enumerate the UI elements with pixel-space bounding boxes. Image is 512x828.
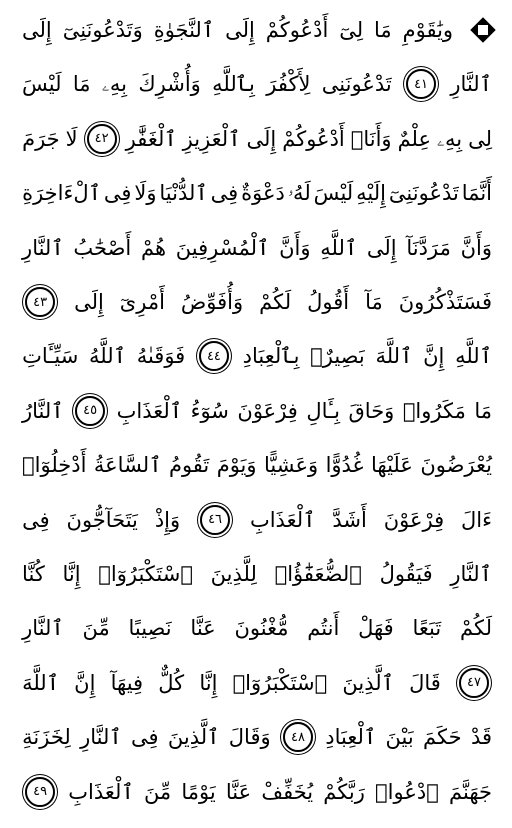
word: بِٱللَّهِ [212, 72, 255, 97]
ayah-number-marker: ٤٧ [459, 668, 489, 698]
text-line [22, 500, 492, 540]
text-line [22, 445, 492, 485]
word: ٱلْعَذَابِ [249, 507, 316, 532]
word: وَلَا [134, 181, 157, 206]
word: فَیَقُولُ [379, 562, 433, 586]
text-line [22, 554, 492, 594]
word: فَسَتَذْكُرُونَ [398, 290, 492, 314]
word: لَكُمْ [460, 616, 492, 641]
word: ٱلنَّارِ [22, 616, 64, 641]
word: ٱللَّهِ [320, 235, 358, 260]
word: كُنَّا [22, 562, 45, 586]
word: بِٱلْعِبَادِ [242, 344, 300, 369]
word: فِی [22, 507, 50, 532]
word: ٱلضُّعَفَٰٓؤُا۟ [274, 562, 362, 586]
ayah-number-marker: ٤٣ [25, 287, 55, 317]
word: وَأَنَّ [279, 235, 311, 260]
word: إِنَّ [423, 344, 445, 369]
text-line [22, 336, 492, 376]
word: ویَٰقَوْمِ [402, 18, 454, 42]
word: مَكَرُوا۟ [402, 398, 466, 423]
word: تَدْعُونَنِیٓ [388, 181, 459, 206]
word: ٱلنَّجَوٰةِ [153, 18, 215, 42]
word: فِیهَآ [110, 670, 144, 695]
word: فِی [131, 725, 159, 750]
word: أَصْحَٰبُ [73, 235, 132, 260]
text-line [22, 10, 492, 50]
word: ٱلَّذِینَ [167, 725, 220, 750]
word: سُوٓءُ [190, 398, 229, 423]
word: أَنَّمَا [461, 181, 492, 206]
word: دَعْوَةٌ [241, 181, 285, 206]
word: لَیْسَ [313, 181, 354, 206]
word: بَصِیرٌۢ [310, 344, 365, 369]
ayah-number-marker: ٤٥ [75, 396, 105, 426]
word: ٱلْءَاخِرَةِ [22, 181, 101, 206]
word: سَیِّـَٔاتِ [22, 344, 79, 369]
rub-el-hizb-icon [470, 17, 495, 42]
word: إِلَى [366, 235, 397, 260]
word: أَدْعُوكُمْ [265, 18, 329, 42]
word: إِلَى [225, 18, 255, 42]
text-line [22, 772, 492, 812]
word: ٱلدُّنْیَا [159, 181, 208, 206]
word: فِی [103, 181, 132, 206]
word: أَدْعُوكُمْ [282, 126, 345, 151]
word: ٱلْعِبَادِ [325, 725, 377, 750]
text-line [22, 173, 492, 213]
word: وَأَنَا۠ [350, 126, 392, 151]
word: إِلَى [246, 126, 277, 151]
word: ٱلسَّاعَةُ [93, 453, 162, 478]
word: ٱلنَّارِ [80, 725, 122, 750]
word: لِلَّذِینَ [210, 562, 257, 586]
ayah-number-marker: ٤٩ [25, 777, 55, 807]
text-line [22, 608, 492, 648]
word: ٱدْعُوا۟ [375, 779, 439, 804]
word: ٱسْتَكْبَرُوٓا۟ [98, 562, 193, 586]
word: یَتَحَآجُّونَ [66, 507, 138, 532]
word: وَأُفَوِّضُ [180, 290, 244, 314]
word: كُلٌّ [158, 670, 185, 695]
word: ٱللَّهِ [455, 344, 492, 369]
word: ٱلْمُسْرِفِینَ [175, 235, 270, 260]
word: إِلَیْهِ [356, 181, 386, 206]
word: یُعْرَضُونَ [420, 453, 492, 478]
word: وَعَشِیًّا [263, 453, 319, 478]
word: إِنَّ [74, 670, 96, 695]
ayah-number-marker: ٤٦ [200, 505, 230, 535]
word: لَا [65, 126, 78, 151]
word: مِّنَ [143, 779, 172, 804]
word: أَنتُم [307, 616, 340, 641]
text-line [22, 391, 492, 431]
word: وَأُشْرِكَ [138, 72, 201, 97]
word: وَتَدْعُونَنِیٓ [62, 18, 143, 42]
word: هُمْ [140, 235, 167, 260]
word: لِأَكْفُرَ [266, 72, 311, 97]
word: وَإِذْ [154, 507, 181, 532]
word: فِرْعَوْنَ [237, 398, 298, 423]
word: ٱلْعَزِیزِ [182, 126, 241, 151]
word: قَالَ [409, 670, 441, 695]
word: ٱلنَّارِ [450, 562, 492, 586]
word: وَأَنَّ [460, 235, 492, 260]
word: ٱللَّهَ [375, 344, 413, 369]
word: یَوْمًا [181, 779, 216, 804]
word: أَشَدَّ [332, 507, 367, 532]
word: لِیٓ [339, 18, 364, 42]
text-line [22, 64, 492, 104]
word: ٱلْغَفَّٰرِ [125, 126, 177, 151]
word: فَهَلْ [358, 616, 394, 641]
word: أَمْرِیٓ [119, 290, 165, 314]
word: ٱلنَّارُ [22, 398, 64, 423]
text-line [22, 119, 492, 159]
word: مَا [474, 398, 492, 423]
word: بِهِۦ [437, 126, 463, 151]
word: فَوَقَىٰهُ [136, 344, 186, 369]
word: لَهُۥ [287, 181, 311, 206]
word: أَقُولُ [307, 290, 350, 314]
word: جَهَنَّمَ [449, 779, 492, 804]
word: ٱلنَّارِ [450, 72, 492, 97]
text-line [22, 717, 492, 757]
word: بِـَٔالِ [306, 398, 340, 423]
word: ٱللَّهُ [89, 344, 126, 369]
word: مَآ [365, 290, 383, 314]
text-line [22, 228, 492, 268]
word: ٱلَّذِینَ [342, 670, 394, 695]
word: بِهِۦ [101, 72, 127, 97]
word: حَكَمَ [423, 725, 462, 750]
word: قَدْ [470, 725, 492, 750]
text-line [22, 282, 492, 322]
word: ٱسْتَكْبَرُوٓا۟ [232, 670, 328, 695]
word: تَقُومُ [168, 453, 210, 478]
word: ءَالَ [461, 507, 492, 532]
word: فِرْعَوْنَ [383, 507, 445, 532]
text-line [22, 663, 492, 703]
word: عَنَّا [190, 616, 216, 641]
word: لَیْسَ [22, 72, 62, 97]
word: بَیْنَ [385, 725, 414, 750]
word: عَنَّا [225, 779, 252, 804]
word: غُدُوًّا [325, 453, 364, 478]
word: ٱلنَّارِ [22, 235, 64, 260]
ayah-number-marker: ٤٢ [87, 124, 117, 154]
word: جَرَمَ [22, 126, 60, 151]
word: ٱلْعَذَابِ [116, 398, 183, 423]
word: وَیَوْمَ [216, 453, 257, 478]
word: وَقَالَ [228, 725, 271, 750]
word: إِنَّا [199, 670, 218, 695]
word: ٱللَّهَ [22, 670, 59, 695]
word: رَبَّكُمْ [323, 779, 365, 804]
word: إِنَّا [62, 562, 81, 586]
word: أَدْخِلُوٓا۟ [22, 453, 87, 478]
word: تَبَعًا [412, 616, 442, 641]
word: لَكُمْ [259, 290, 292, 314]
word: ٱلْعَذَابِ [68, 779, 134, 804]
word: مَا [374, 18, 392, 42]
word: مُّغْنُونَ [234, 616, 289, 641]
ayah-number-marker: ٤٤ [199, 341, 229, 371]
word: لِخَزَنَةِ [22, 725, 71, 750]
word: مَرَدَّنَآ [406, 235, 451, 260]
word: عَلَیْهَا [370, 453, 413, 478]
word: إِلَى [22, 18, 52, 42]
word: عِلْمٌ [397, 126, 432, 151]
word: لِی [468, 126, 492, 151]
word: یُخَفِّفْ [261, 779, 314, 804]
ayah-number-marker: ٤٨ [283, 722, 313, 752]
word: فِی [210, 181, 239, 206]
word: إِلَى [74, 290, 104, 314]
word: مِّنَ [82, 616, 110, 641]
word: مَا [72, 72, 91, 97]
ayah-number-marker: ٤١ [406, 69, 436, 99]
word: نَصِیبًا [128, 616, 172, 641]
word: تَدْعُونَنِی [321, 72, 392, 97]
word: وَحَاقَ [348, 398, 395, 423]
